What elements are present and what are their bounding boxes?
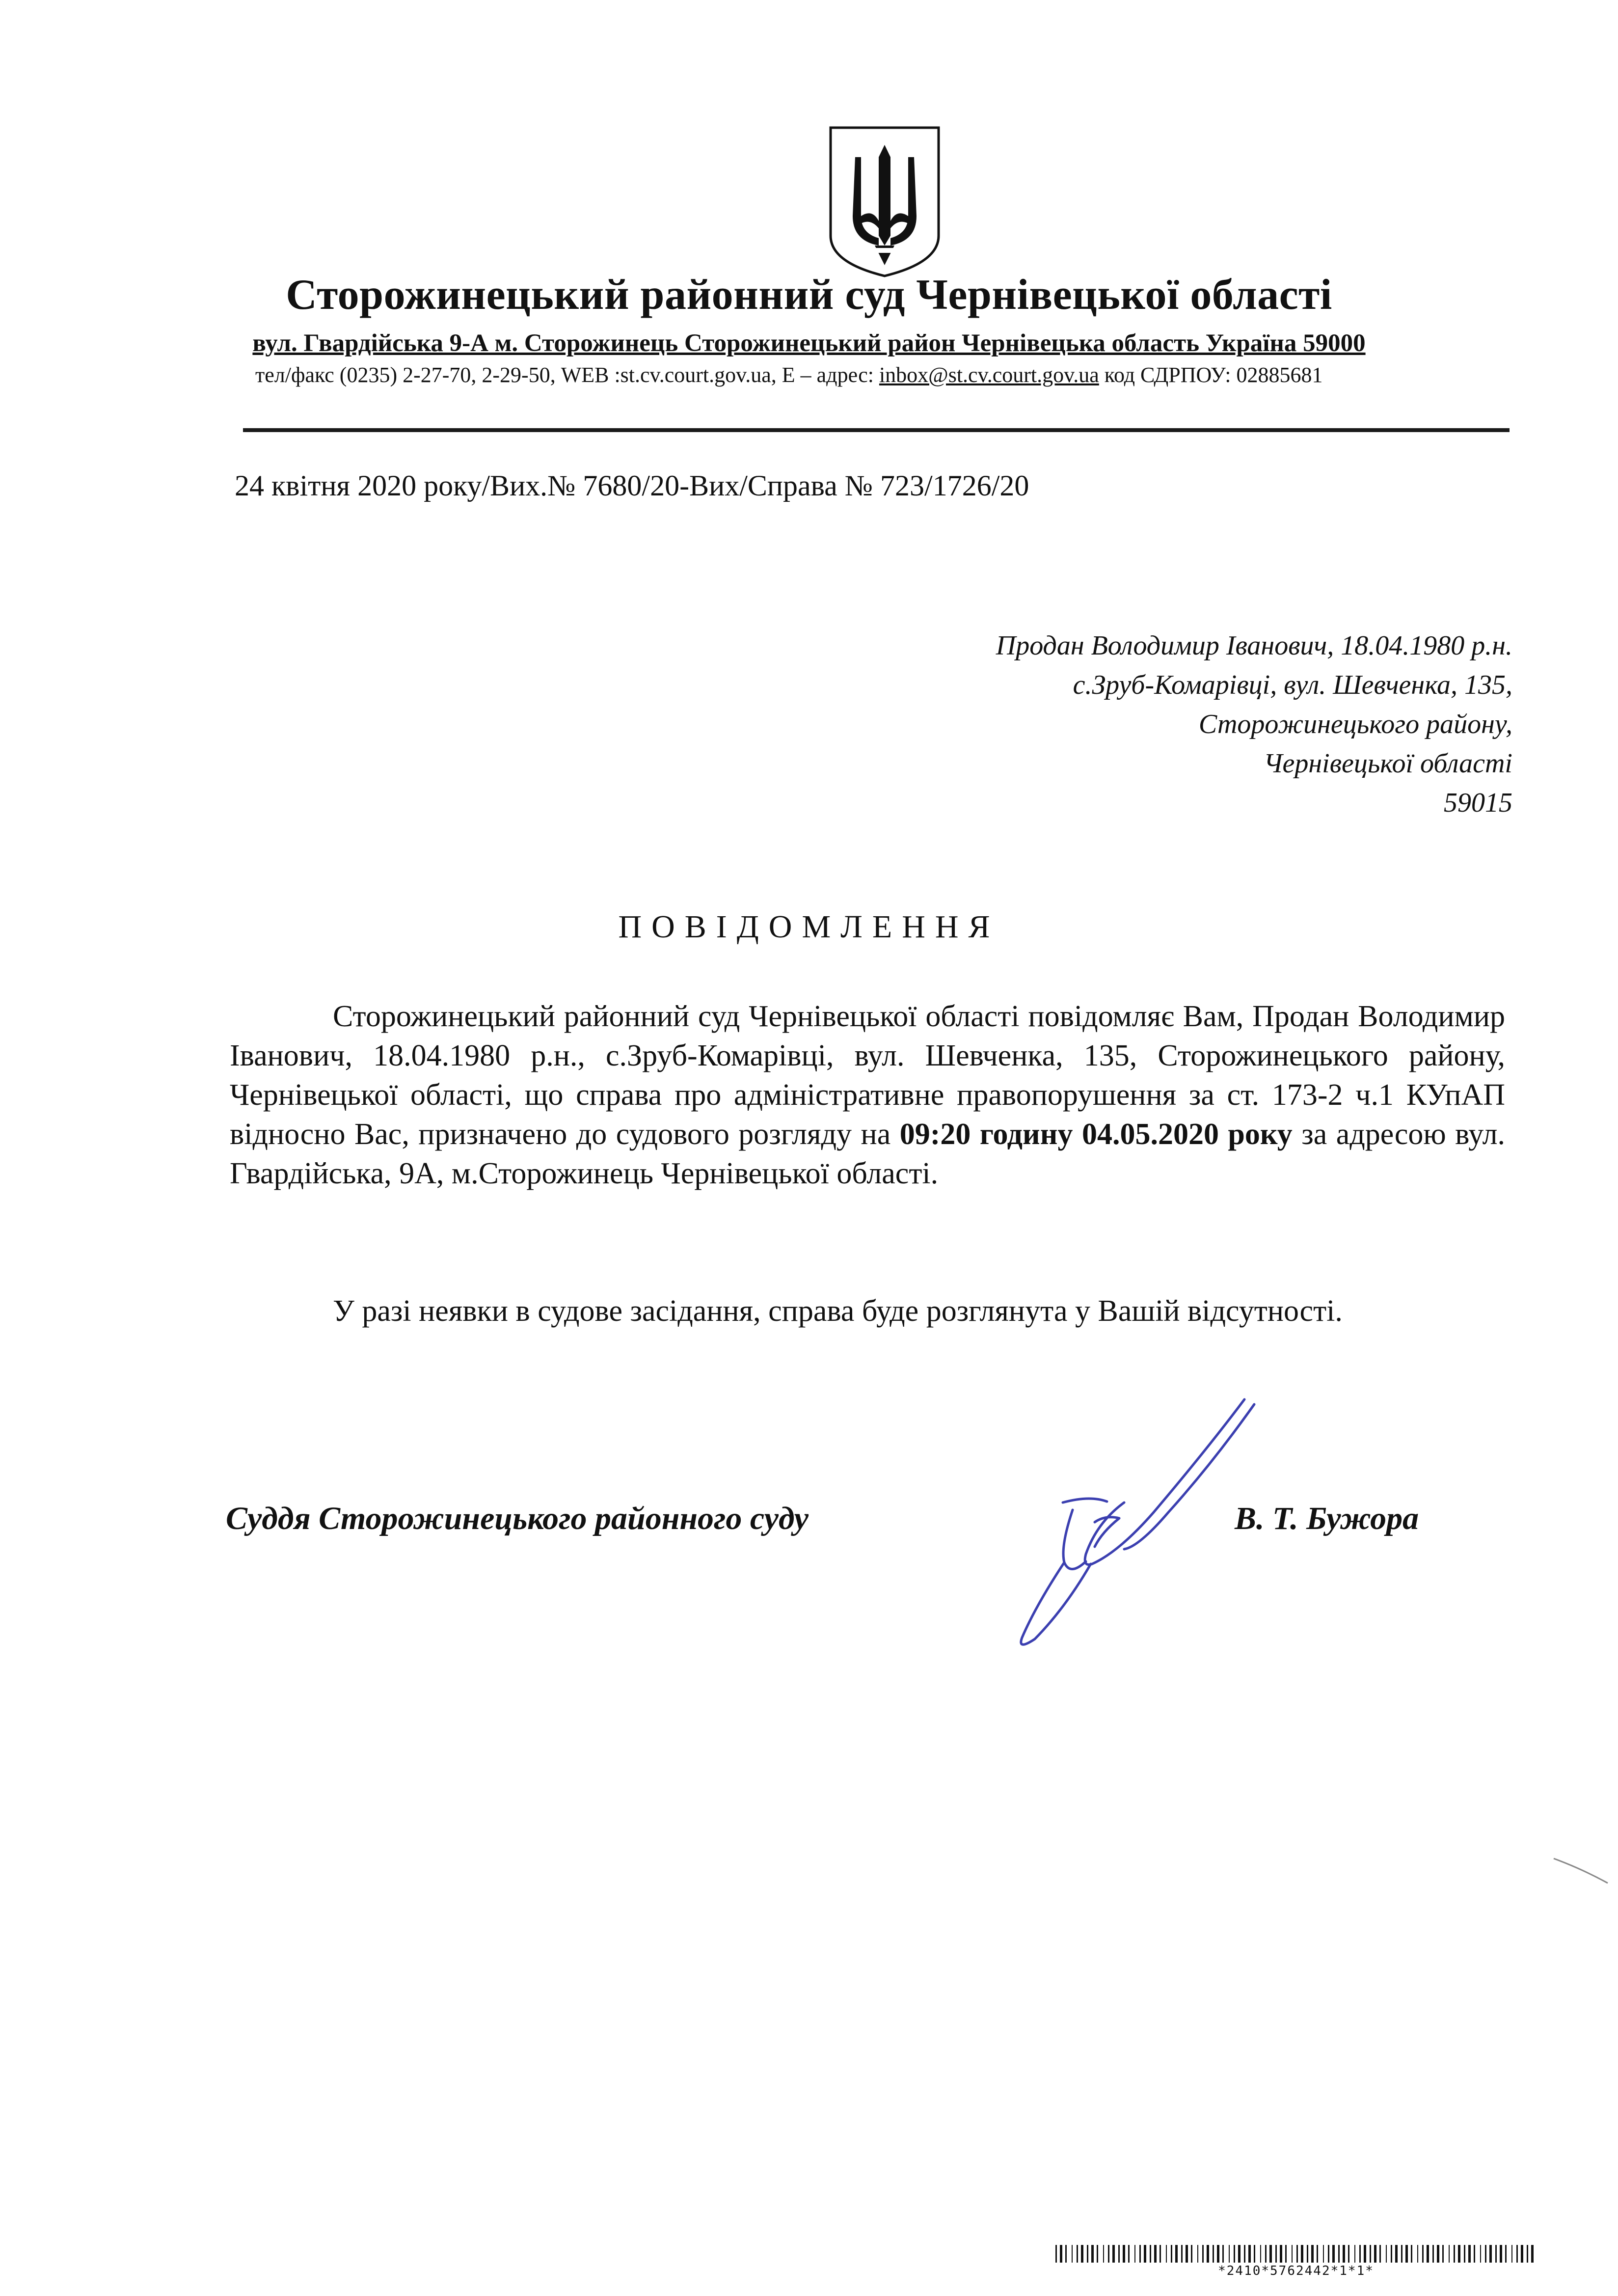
barcode-bar xyxy=(1379,2245,1381,2263)
barcode-bar xyxy=(1108,2245,1109,2263)
judge-name: В. Т. Бужора xyxy=(1235,1501,1419,1536)
barcode-bar xyxy=(1097,2245,1098,2263)
barcode-bar xyxy=(1077,2245,1078,2263)
barcode-bar xyxy=(1269,2245,1272,2263)
barcode-bar xyxy=(1197,2245,1198,2263)
barcode-bar xyxy=(1248,2245,1251,2263)
barcode-bar xyxy=(1391,2245,1392,2263)
paragraph-text: Сторожинецький районний суд Чернівецької області повідомляє Вам, Продан Володимир Іванович, 18.04.1980 р.н., с.Зруб-Комарівці, вул. Шевченка, 135, Сторожинецького району, Чернівецької області, що справа про адміністративне правопорушення за ст. 173-2 ч.1 КУпАП відносно Вас, призначено до судового розгляду на xyxy=(230,1000,1505,1151)
barcode-bar xyxy=(1480,2245,1481,2263)
barcode-bar xyxy=(1531,2245,1534,2263)
paragraph-text: У разі неявки в судове засідання, справа буде розглянута у Вашій відсутності. xyxy=(333,1294,1343,1328)
barcode-bar xyxy=(1422,2245,1424,2263)
barcode-bar xyxy=(1359,2245,1361,2263)
court-contacts xyxy=(255,362,1322,387)
barcode-bar xyxy=(1364,2245,1366,2263)
barcode-bar xyxy=(1432,2245,1434,2263)
barcode-bar xyxy=(1505,2245,1507,2263)
notice-title: ПОВІДОМЛЕННЯ xyxy=(618,909,1000,945)
hearing-datetime: 09:20 годину 04.05.2020 року xyxy=(899,1118,1293,1151)
barcode-bar xyxy=(1202,2245,1204,2263)
barcode-bar xyxy=(1311,2245,1314,2263)
barcode-icon xyxy=(1055,2245,1537,2263)
barcode-bar xyxy=(1254,2245,1255,2263)
barcode-bar xyxy=(1103,2245,1104,2263)
barcode-bar xyxy=(1485,2245,1486,2263)
barcode-bar xyxy=(1134,2245,1135,2263)
coat-of-arms-icon xyxy=(826,123,944,280)
barcode-bar xyxy=(1171,2245,1172,2263)
barcode-bar xyxy=(1296,2245,1298,2263)
barcode-bar xyxy=(1144,2245,1146,2263)
barcode-bar xyxy=(1449,2245,1450,2263)
barcode-bar xyxy=(1386,2245,1387,2263)
paragraph-text: за адресою вул. Гвардійська, 9А, м.Сторожинець Чернівецької області. xyxy=(230,1118,1506,1190)
recipient-line: Чернівецької області xyxy=(1263,748,1512,779)
recipient-block xyxy=(996,626,1512,822)
barcode-bar xyxy=(1118,2245,1120,2263)
notice-paragraph xyxy=(230,1291,1505,1331)
barcode-bar xyxy=(1081,2245,1083,2263)
court-name: Сторожинецький районний суд Чернівецької області xyxy=(286,271,1332,319)
barcode-bar xyxy=(1128,2245,1130,2263)
barcode-bar xyxy=(1139,2245,1141,2263)
court-address: вул. Гвардійська 9-А м. Сторожинець Сторожинецький район Чернівецька область Україна 59000 xyxy=(252,329,1366,357)
barcode-bar xyxy=(1072,2245,1073,2263)
barcode-bar xyxy=(1150,2245,1151,2263)
barcode-bar xyxy=(1123,2245,1125,2263)
barcode-bar xyxy=(1317,2245,1318,2263)
barcode-bar xyxy=(1474,2245,1475,2263)
barcode-bar xyxy=(1091,2245,1094,2263)
barcode-bar xyxy=(1229,2245,1230,2263)
barcode-bar xyxy=(1370,2245,1371,2263)
barcode-bar xyxy=(1160,2245,1161,2263)
barcode-bar xyxy=(1222,2245,1224,2263)
barcode-bar xyxy=(1511,2245,1512,2263)
barcode-bar xyxy=(1060,2245,1062,2263)
barcode-bar xyxy=(1265,2245,1267,2263)
barcode-bar xyxy=(1437,2245,1439,2263)
barcode-bar xyxy=(1442,2245,1444,2263)
barcode-bar xyxy=(1181,2245,1183,2263)
barcode-bar xyxy=(1495,2245,1497,2263)
contacts-prefix: тел/факс (0235) 2-27-70, 2-29-50, WEB :st.cv.court.gov.ua, E – адрес: xyxy=(255,363,879,387)
barcode-bar xyxy=(1500,2245,1502,2263)
barcode-bar xyxy=(1260,2245,1261,2263)
barcode-bar xyxy=(1065,2245,1067,2263)
barcode-bar xyxy=(1348,2245,1349,2263)
barcode-bar xyxy=(1464,2245,1465,2263)
barcode-bar xyxy=(1401,2245,1402,2263)
barcode-bar xyxy=(1292,2245,1293,2263)
barcode-bar xyxy=(1374,2245,1376,2263)
reference-line: 24 квітня 2020 року/Вих.№ 7680/20-Вих/Справа № 723/1726/20 xyxy=(235,469,1029,502)
contacts-suffix: код СДРПОУ: 02885681 xyxy=(1099,363,1323,387)
barcode-bar xyxy=(1280,2245,1282,2263)
notice-paragraph xyxy=(230,997,1505,1193)
barcode-bar xyxy=(1191,2245,1192,2263)
barcode-bar xyxy=(1301,2245,1303,2263)
header-divider xyxy=(243,428,1510,432)
judge-role: Суддя Сторожинецького районного суду xyxy=(226,1501,809,1536)
barcode-bar xyxy=(1395,2245,1398,2263)
barcode-bar xyxy=(1154,2245,1157,2263)
barcode-bar xyxy=(1307,2245,1308,2263)
barcode-bar xyxy=(1458,2245,1460,2263)
barcode-bar xyxy=(1112,2245,1115,2263)
barcode-bar xyxy=(1244,2245,1245,2263)
barcode-bar xyxy=(1338,2245,1340,2263)
barcode-text: *2410*5762442*1*1* xyxy=(1218,2264,1374,2278)
barcode-bar xyxy=(1234,2245,1235,2263)
barcode-bar xyxy=(1332,2245,1335,2263)
barcode-bar xyxy=(1328,2245,1329,2263)
barcode-bar xyxy=(1275,2245,1277,2263)
barcode-bar xyxy=(1489,2245,1492,2263)
barcode-bar xyxy=(1175,2245,1178,2263)
barcode-bar xyxy=(1186,2245,1188,2263)
barcode-bar xyxy=(1217,2245,1219,2263)
recipient-line: 59015 xyxy=(1444,788,1512,818)
barcode-bar xyxy=(1405,2245,1408,2263)
barcode-bar xyxy=(1354,2245,1355,2263)
barcode-bar xyxy=(1454,2245,1455,2263)
recipient-line: Продан Володимир Іванович, 18.04.1980 р.н. xyxy=(996,630,1512,661)
barcode-bar xyxy=(1521,2245,1523,2263)
barcode-bar xyxy=(1343,2245,1345,2263)
barcode-bar xyxy=(1411,2245,1412,2263)
barcode-bar xyxy=(1323,2245,1324,2263)
barcode-bar xyxy=(1207,2245,1209,2263)
barcode-bar xyxy=(1468,2245,1471,2263)
barcode-bar xyxy=(1285,2245,1287,2263)
barcode-bar xyxy=(1166,2245,1167,2263)
barcode-bar xyxy=(1055,2245,1057,2263)
barcode-bar xyxy=(1516,2245,1518,2263)
barcode-bar xyxy=(1238,2245,1240,2263)
email-link[interactable]: inbox@st.cv.court.gov.ua xyxy=(879,363,1099,387)
scan-mark xyxy=(1551,1856,1610,1886)
barcode-bar xyxy=(1527,2245,1528,2263)
recipient-line: Сторожинецького району, xyxy=(1198,709,1512,739)
recipient-line: с.Зруб-Комарівці, вул. Шевченка, 135, xyxy=(1073,670,1512,700)
barcode-bar xyxy=(1213,2245,1214,2263)
barcode-bar xyxy=(1417,2245,1418,2263)
barcode-bar xyxy=(1087,2245,1088,2263)
barcode-bar xyxy=(1427,2245,1429,2263)
